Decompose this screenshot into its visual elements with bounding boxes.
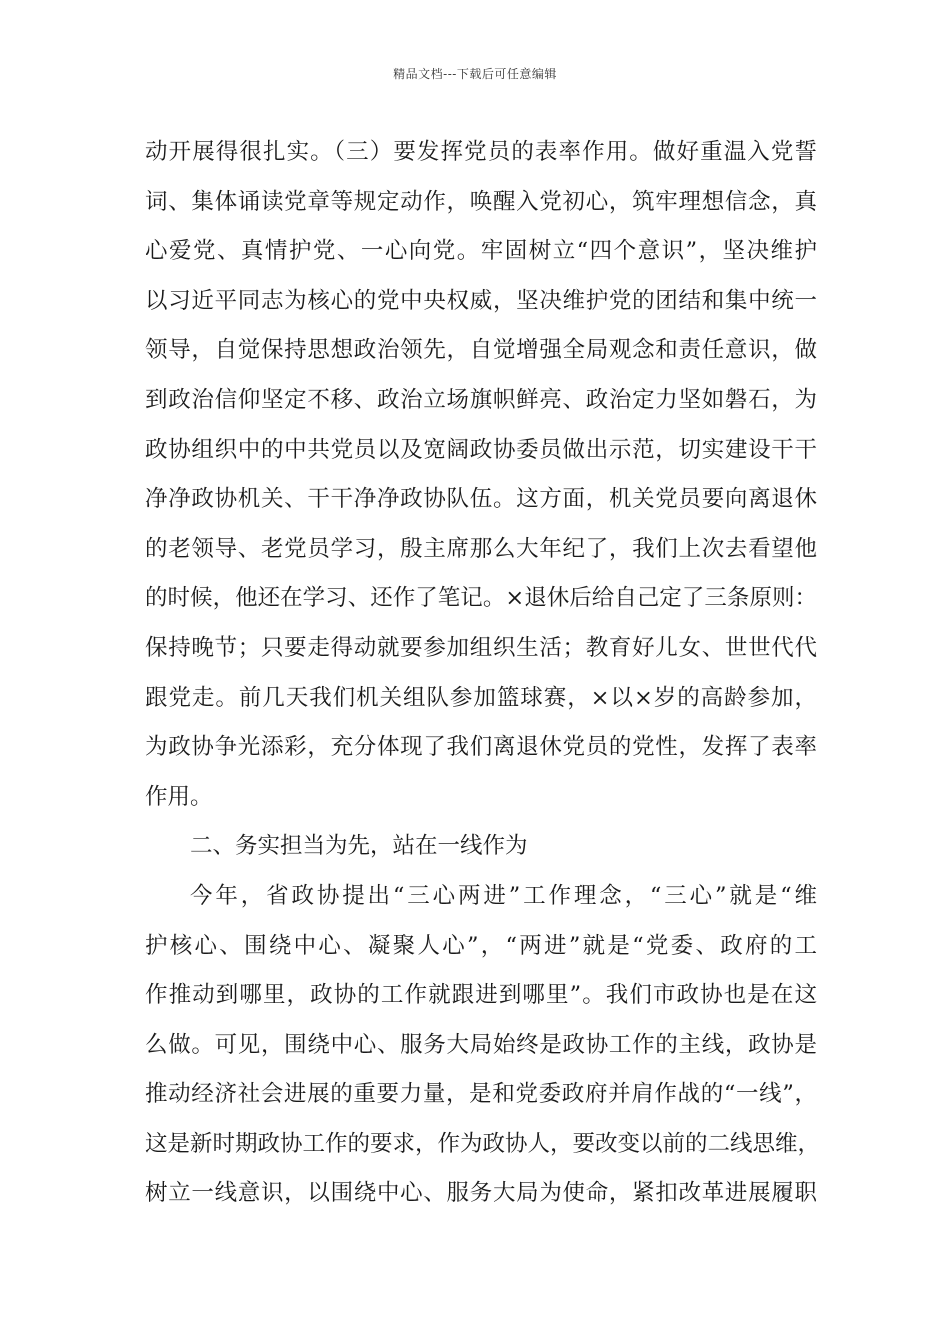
body-line: 树立一线意识，以围绕中心、服务大局为使命，紧扣改革进展履职 <box>145 1180 817 1207</box>
body-line: 为政协争光添彩，充分体现了我们离退休党员的党性，发挥了表率 <box>145 734 817 761</box>
document-body <box>145 128 821 1219</box>
body-line: 到政治信仰坚定不移、政治立场旗帜鲜亮、政治定力坚如磐石，为 <box>145 386 817 413</box>
body-line: 领导，自觉保持思想政治领先，自觉增强全局观念和责任意识，做 <box>145 337 817 364</box>
body-line: 的时候，他还在学习、还作了笔记。×退休后给自己定了三条原则： <box>145 585 817 612</box>
body-line: 心爱党、真情护党、一心向党。牢固树立“四个意识”，坚决维护 <box>145 238 817 265</box>
body-line: 跟党走。前几天我们机关组队参加篮球赛，×以×岁的高龄参加， <box>145 684 817 711</box>
body-line: 净净政协机关、干干净净政协队伍。这方面，机关党员要向离退休 <box>145 486 817 513</box>
body-line: 推动经济社会进展的重要力量，是和党委政府并肩作战的“一线”， <box>145 1081 817 1108</box>
body-line: 护核心、围绕中心、凝聚人心”，“两进”就是“党委、政府的工 <box>145 932 817 959</box>
paragraph-first-line: 今年，省政协提出“三心两进”工作理念，“三心”就是“维 <box>190 882 817 909</box>
section-heading: 二、务实担当为先，站在一线作为 <box>190 833 528 860</box>
body-line: 的老领导、老党员学习，殷主席那么大年纪了，我们上次去看望他 <box>145 535 817 562</box>
body-line: 么做。可见，围绕中心、服务大局始终是政协工作的主线，政协是 <box>145 1031 817 1058</box>
body-line: 保持晚节；只要走得动就要参加组织生活；教育好儿女、世世代代 <box>145 634 817 661</box>
body-line: 作推动到哪里，政协的工作就跟进到哪里”。我们市政协也是在这 <box>145 982 817 1009</box>
body-line: 动开展得很扎实。（三）要发挥党员的表率作用。做好重温入党誓 <box>145 139 817 165</box>
page-header: 精品文档---下载后可任意编辑 <box>393 67 557 81</box>
body-line: 作用。 <box>145 783 213 810</box>
body-line: 政协组织中的中共党员以及宽阔政协委员做出示范，切实建设干干 <box>145 436 817 463</box>
body-line: 这是新时期政协工作的要求，作为政协人，要改变以前的二线思维， <box>145 1130 821 1157</box>
body-line: 以习近平同志为核心的党中央权威，坚决维护党的团结和集中统一 <box>145 287 817 314</box>
body-line: 词、集体诵读党章等规定动作，唤醒入党初心，筑牢理想信念，真 <box>145 188 817 215</box>
